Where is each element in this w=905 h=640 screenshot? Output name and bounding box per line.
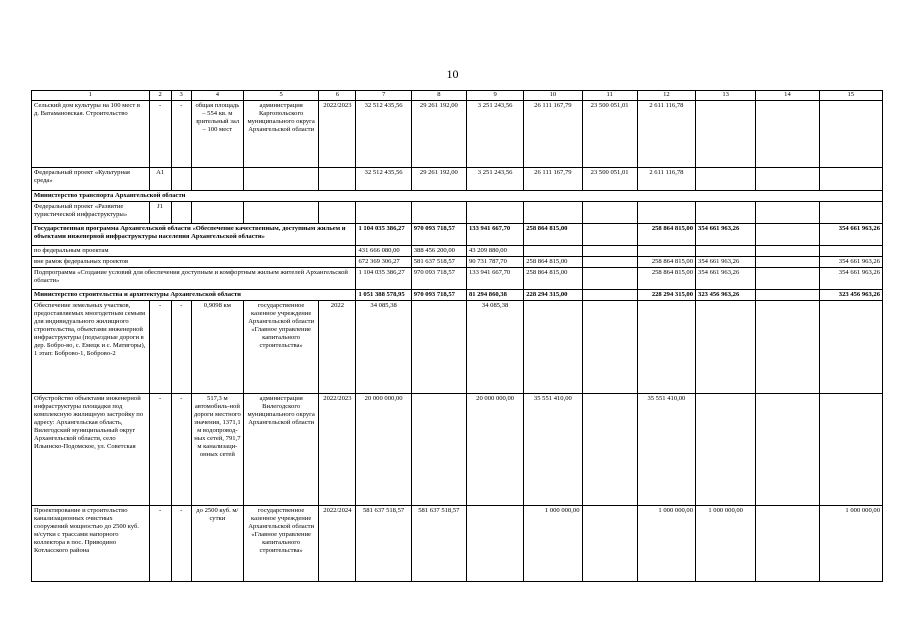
table-row: [32, 101, 883, 168]
header-cell: 8: [411, 91, 466, 101]
header-cell: 2: [149, 91, 171, 101]
object-name-cell: Сельский дом культуры на 100 мест в д. Ватамановская. Строительство: [32, 101, 150, 168]
amount-cell: 1 051 388 578,95: [356, 290, 411, 301]
amount-cell: [756, 506, 819, 582]
amount-cell: 35 551 410,00: [637, 394, 695, 506]
section-row: [32, 191, 883, 202]
amount-cell: 26 111 167,79: [524, 101, 582, 168]
amount-cell: [582, 301, 637, 394]
amount-cell: 258 864 815,00: [524, 224, 582, 246]
amount-cell: 1 104 035 386,27: [356, 268, 411, 290]
table-cell: -: [171, 301, 191, 394]
amount-cell: 258 864 815,00: [637, 257, 695, 268]
amount-cell: 1 000 000,00: [524, 506, 582, 582]
table-cell: [696, 168, 756, 191]
amount-cell: 34 085,38: [466, 301, 523, 394]
header-cell: 4: [191, 91, 243, 101]
amount-cell: 970 093 718,57: [411, 290, 466, 301]
header-cell: 7: [356, 91, 411, 101]
amount-cell: 2 611 116,78: [637, 101, 695, 168]
amount-cell: 20 000 000,00: [356, 394, 411, 506]
table-cell: [637, 202, 695, 224]
header-cell: 12: [637, 91, 695, 101]
amount-cell: [637, 301, 695, 394]
table-cell: -: [149, 394, 171, 506]
capacity-cell: до 2500 куб. м/сутки: [191, 506, 243, 582]
table-row: [32, 394, 883, 506]
customer-cell: администрация Каргопольского муниципального округа Архангельской области: [243, 101, 318, 168]
amount-cell: 26 111 167,79: [524, 168, 582, 191]
table-cell: [411, 202, 466, 224]
header-cell: 11: [582, 91, 637, 101]
amount-cell: 258 864 815,00: [524, 257, 582, 268]
period-cell: 2022/2023: [319, 101, 356, 168]
amount-cell: [819, 101, 882, 168]
amount-cell: 35 551 410,00: [524, 394, 582, 506]
table-cell: [243, 202, 318, 224]
amount-cell: 258 864 815,00: [637, 224, 695, 246]
amount-cell: 354 661 963,26: [696, 224, 756, 246]
amount-cell: 970 093 718,57: [411, 224, 466, 246]
amount-cell: [582, 394, 637, 506]
table-row: [32, 246, 883, 257]
object-name-cell: Федеральный проект «Культурная среда»: [32, 168, 150, 191]
table-cell: [637, 246, 695, 257]
amount-cell: 1 000 000,00: [637, 506, 695, 582]
table-cell: [756, 224, 819, 246]
amount-cell: [466, 506, 523, 582]
table-row: [32, 268, 883, 290]
amount-cell: 3 251 243,56: [466, 101, 523, 168]
amount-cell: [756, 301, 819, 394]
table-cell: А1: [149, 168, 171, 191]
row-label-cell: по федеральным проектам: [32, 246, 356, 257]
amount-cell: 81 294 860,38: [466, 290, 523, 301]
table-cell: [756, 202, 819, 224]
customer-cell: государственное казенное учреждение Архангельской области «Главное управление капитального строительства»: [243, 506, 318, 582]
header-cell: 6: [319, 91, 356, 101]
header-cell: 5: [243, 91, 318, 101]
table-cell: -: [171, 101, 191, 168]
table-cell: [582, 224, 637, 246]
table-cell: -: [171, 506, 191, 582]
table-cell: [319, 202, 356, 224]
amount-cell: 43 209 880,00: [466, 246, 523, 257]
amount-cell: [696, 394, 756, 506]
capacity-cell: общая площадь – 554 кв. м зрительный зал – 100 мест: [191, 101, 243, 168]
amount-cell: 23 500 051,01: [582, 168, 637, 191]
table-cell: [319, 168, 356, 191]
amount-cell: 228 294 315,00: [637, 290, 695, 301]
subprogram-title-cell: Подпрограмма «Создание условий для обеспечения доступным и комфортным жильем жителей Архангельской области»: [32, 268, 356, 290]
amount-cell: 32 512 435,56: [356, 101, 411, 168]
object-name-cell: Проектирование и строительство канализационных очистных сооружений мощностью до 2500 куб. м/сутки с трассами напорного коллектора в пос. Приводино Котласского района: [32, 506, 150, 582]
customer-cell: администрация Вилегодского муниципального округа Архангельской области: [243, 394, 318, 506]
table-row: [32, 202, 883, 224]
table-cell: [582, 290, 637, 301]
table-cell: [524, 246, 582, 257]
table-cell: -: [149, 301, 171, 394]
amount-cell: [756, 101, 819, 168]
table-cell: [171, 168, 191, 191]
amount-cell: 29 261 192,00: [411, 101, 466, 168]
object-name-cell: Обустройство объектами инженерной инфраструктуры площадки под комплексную жилищную застройку по адресу: Архангельская область, Вилегодский муниципальный округ Архангельской области, село Ильинско-Подомское, ул. Советская: [32, 394, 150, 506]
header-cell: 14: [756, 91, 819, 101]
amount-cell: 581 637 518,57: [411, 257, 466, 268]
amount-cell: 354 661 963,26: [819, 224, 882, 246]
program-total-row: [32, 224, 883, 246]
table-cell: [696, 246, 756, 257]
table-cell: [191, 168, 243, 191]
amount-cell: 354 661 963,26: [696, 257, 756, 268]
header-cell: 9: [466, 91, 523, 101]
table-cell: [819, 202, 882, 224]
ministry-title-cell: Министерство строительства и архитектуры Архангельской области: [32, 290, 356, 301]
budget-table: [31, 90, 883, 582]
header-row: [32, 91, 883, 101]
table-row: [32, 506, 883, 582]
amount-cell: [819, 394, 882, 506]
amount-cell: 354 661 963,26: [819, 257, 882, 268]
table-cell: -: [149, 506, 171, 582]
amount-cell: 20 000 000,00: [466, 394, 523, 506]
amount-cell: 90 731 787,70: [466, 257, 523, 268]
amount-cell: 133 941 667,70: [466, 268, 523, 290]
table-cell: [191, 202, 243, 224]
amount-cell: 32 512 435,56: [356, 168, 411, 191]
header-cell: 3: [171, 91, 191, 101]
period-cell: 2022/2024: [319, 506, 356, 582]
table-row: [32, 301, 883, 394]
amount-cell: 1 000 000,00: [819, 506, 882, 582]
amount-cell: [411, 301, 466, 394]
table-cell: [582, 246, 637, 257]
period-cell: 2022/2023: [319, 394, 356, 506]
table-cell: -: [171, 394, 191, 506]
amount-cell: 323 456 963,26: [696, 290, 756, 301]
header-cell: 1: [32, 91, 150, 101]
amount-cell: [411, 394, 466, 506]
table-cell: [356, 202, 411, 224]
amount-cell: [819, 301, 882, 394]
amount-cell: 581 637 518,57: [356, 506, 411, 582]
amount-cell: 23 500 051,01: [582, 101, 637, 168]
amount-cell: 581 637 518,57: [411, 506, 466, 582]
amount-cell: [756, 394, 819, 506]
header-cell: 13: [696, 91, 756, 101]
object-name-cell: Федеральный проект «Развитие туристической инфраструктуры»: [32, 202, 150, 224]
amount-cell: 970 093 718,57: [411, 268, 466, 290]
ministry-total-row: [32, 290, 883, 301]
header-cell: 15: [819, 91, 882, 101]
table-cell: [819, 168, 882, 191]
table-cell: -: [149, 101, 171, 168]
table-cell: [582, 257, 637, 268]
amount-cell: 354 661 963,26: [819, 268, 882, 290]
table-row: [32, 168, 883, 191]
amount-cell: 388 456 200,00: [411, 246, 466, 257]
page-number: 10: [446, 67, 459, 81]
period-cell: 2022: [319, 301, 356, 394]
row-label-cell: вне рамок федеральных проектов: [32, 257, 356, 268]
amount-cell: 672 369 306,27: [356, 257, 411, 268]
capacity-cell: 517,3 м автомобиль-ной дороги местного значения, 1371,1 м водопровод-ных сетей, 791,7 м канализаци-онных сетей: [191, 394, 243, 506]
object-name-cell: Обеспечение земельных участков, предоставляемых многодетным семьям для индивидуального жилищного строительства, объектами инженерной инфраструктуры (подъездные дороги в дер. Бобро-во, с. Емецк и с. Матигоры), 1 этап: Боброво-1, Боброво-2: [32, 301, 150, 394]
capacity-cell: 0,9098 км: [191, 301, 243, 394]
amount-cell: 354 661 963,26: [696, 268, 756, 290]
table-cell: [756, 246, 819, 257]
table-cell: [243, 168, 318, 191]
header-cell: 10: [524, 91, 582, 101]
table-cell: [756, 290, 819, 301]
amount-cell: [696, 101, 756, 168]
amount-cell: [524, 301, 582, 394]
amount-cell: 258 864 815,00: [524, 268, 582, 290]
table-cell: [756, 257, 819, 268]
amount-cell: 323 456 963,26: [819, 290, 882, 301]
table-cell: J1: [149, 202, 171, 224]
amount-cell: [582, 506, 637, 582]
table-cell: [756, 168, 819, 191]
table-cell: [756, 268, 819, 290]
table-cell: [582, 202, 637, 224]
amount-cell: [696, 301, 756, 394]
table-row: [32, 257, 883, 268]
table-cell: [696, 202, 756, 224]
customer-cell: государственное казенное учреждение Архангельской области «Главное управление капитального строительства»: [243, 301, 318, 394]
amount-cell: 29 261 192,00: [411, 168, 466, 191]
amount-cell: 1 000 000,00: [696, 506, 756, 582]
amount-cell: 228 294 315,00: [524, 290, 582, 301]
table-cell: [466, 202, 523, 224]
table-cell: [819, 246, 882, 257]
amount-cell: 2 611 116,78: [637, 168, 695, 191]
program-title-cell: Государственная программа Архангельской области «Обеспечение качественным, доступным жильем и объектами инженерной инфраструктуры населения Архангельской области»: [32, 224, 356, 246]
amount-cell: 34 085,38: [356, 301, 411, 394]
amount-cell: 258 864 815,00: [637, 268, 695, 290]
amount-cell: 1 104 035 386,27: [356, 224, 411, 246]
amount-cell: 431 666 080,00: [356, 246, 411, 257]
table-cell: [171, 202, 191, 224]
amount-cell: 3 251 243,56: [466, 168, 523, 191]
amount-cell: 133 941 667,70: [466, 224, 523, 246]
table-cell: [582, 268, 637, 290]
section-heading: Министерство транспорта Архангельской области: [32, 191, 883, 202]
table-cell: [524, 202, 582, 224]
